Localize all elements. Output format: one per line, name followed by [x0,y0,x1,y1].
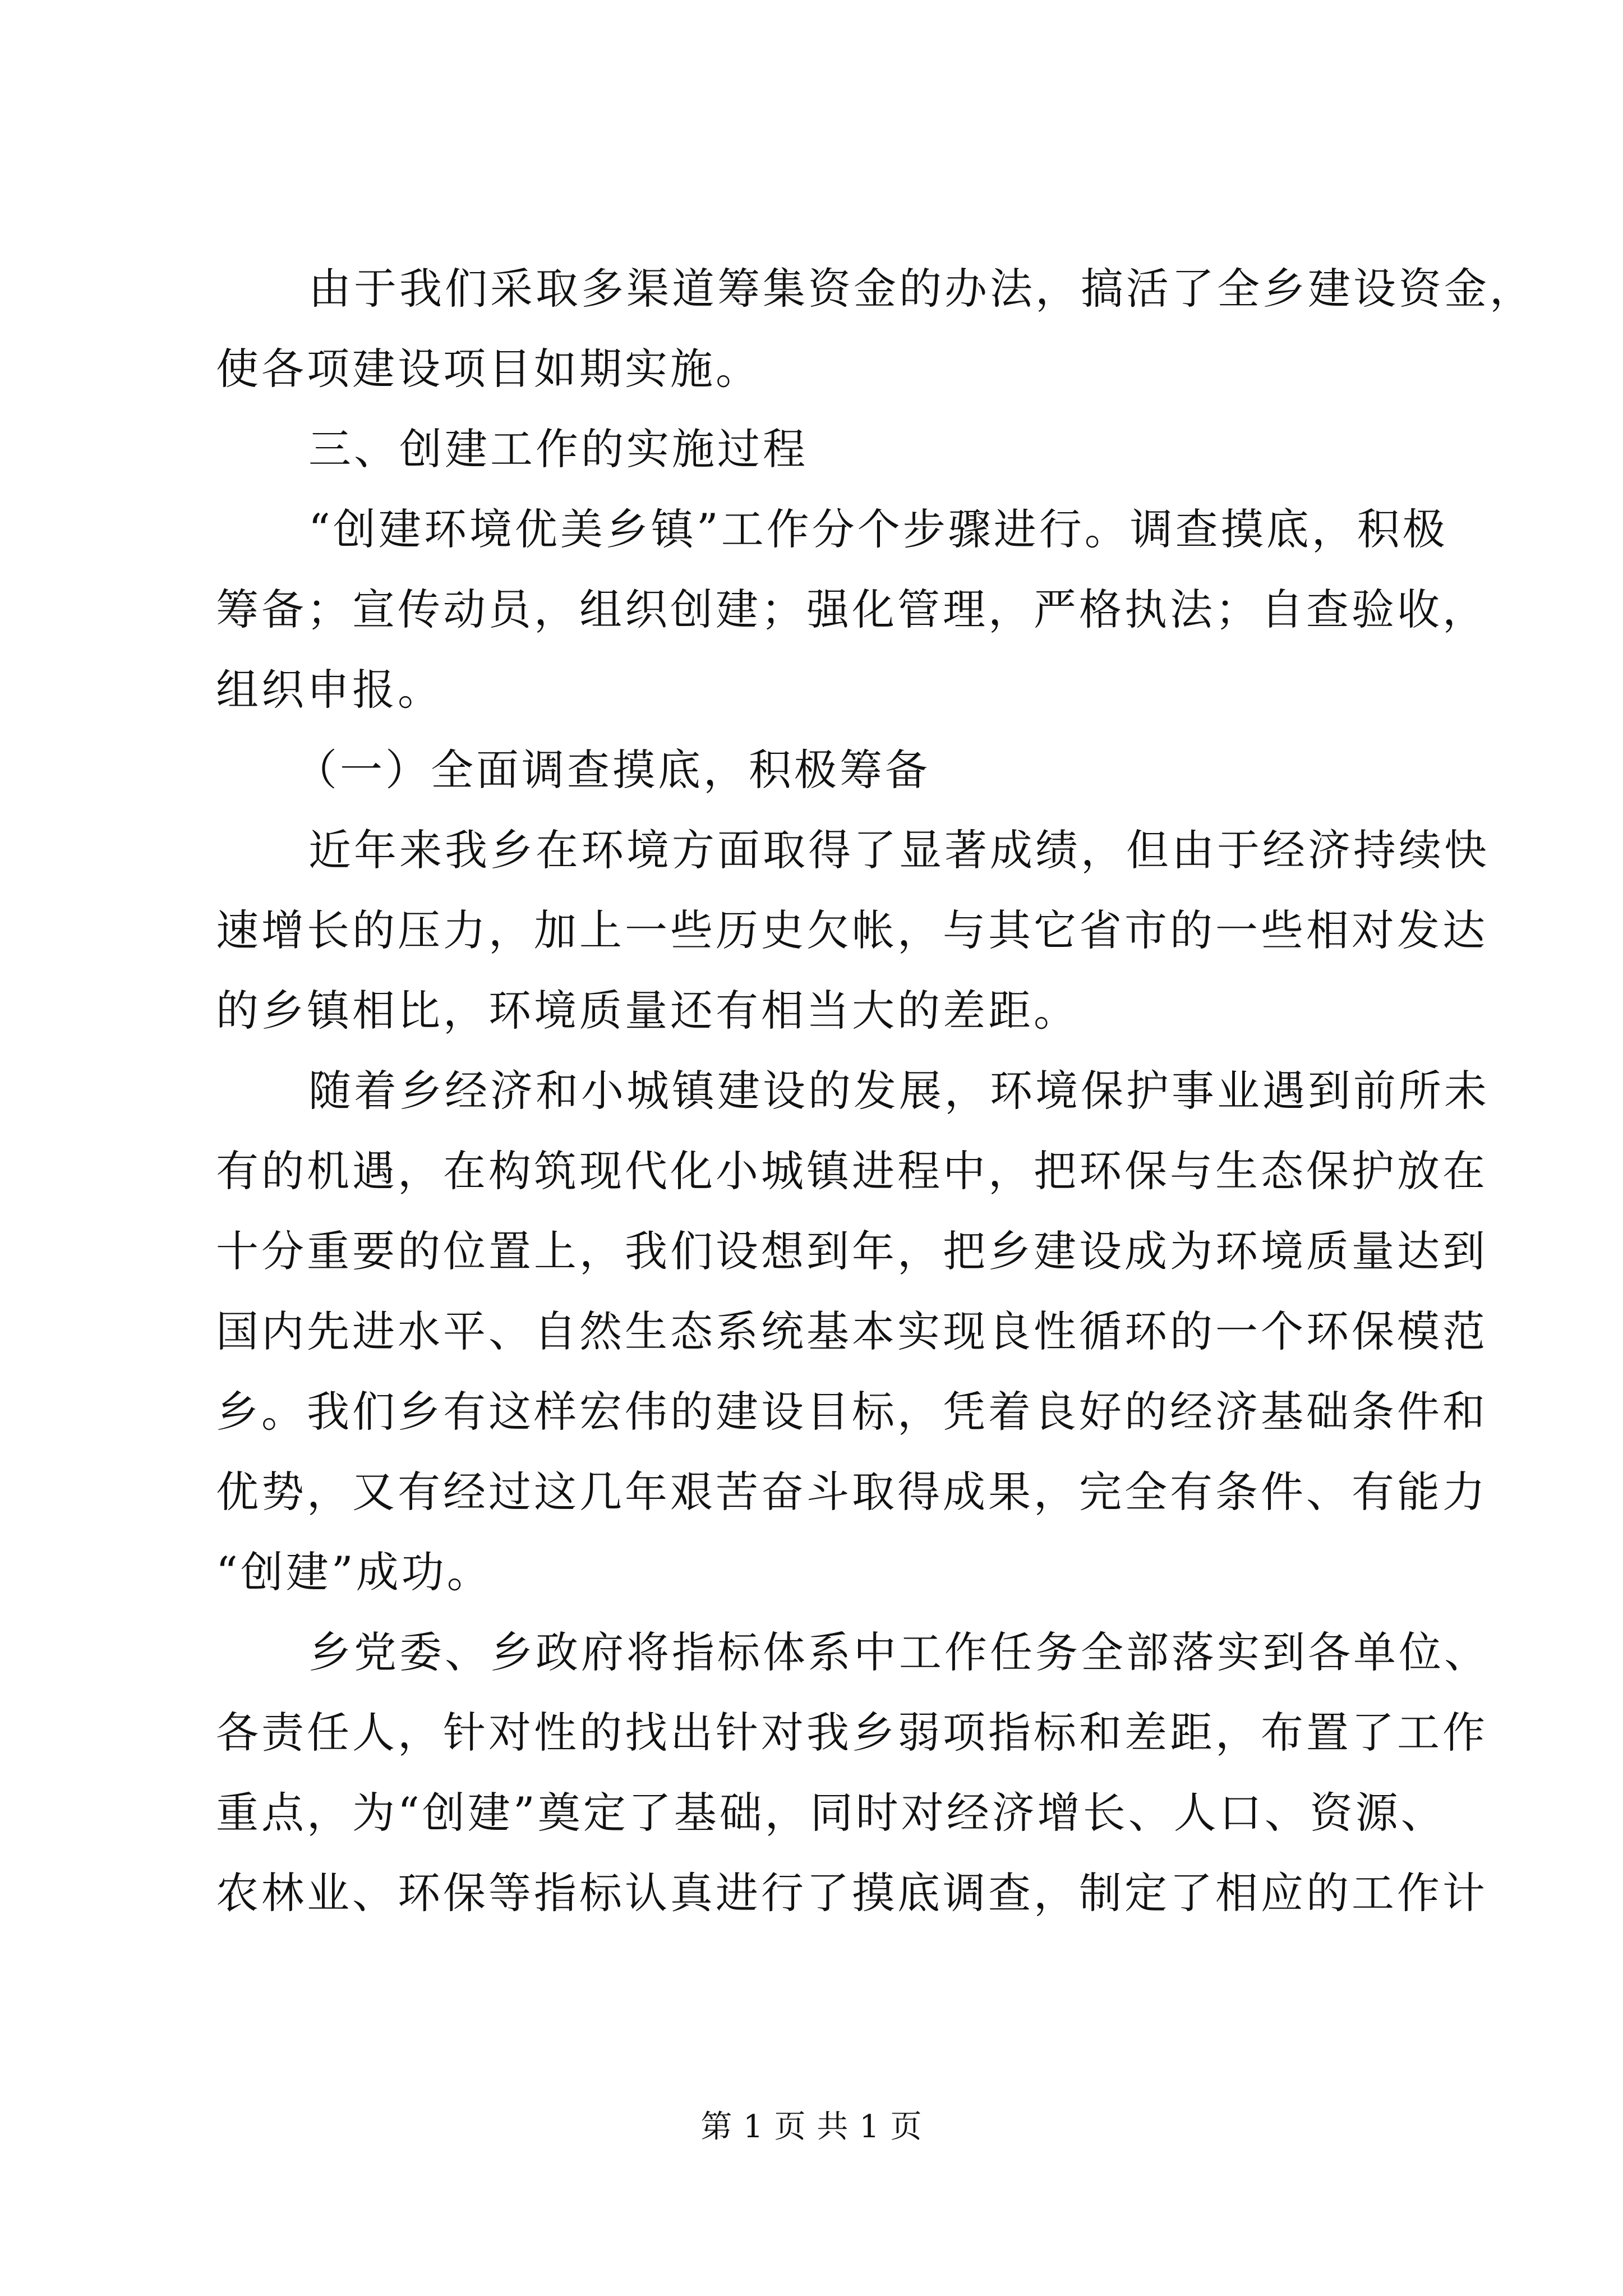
paragraph-line: 各责任人，针对性的找出针对我乡弱项指标和差距，布置了工作 [216,1708,1488,1757]
paragraph-line: 近年来我乡在环境方面取得了显著成绩，但由于经济持续快 [308,825,1490,875]
paragraph-line: 乡。我们乡有这样宏伟的建设目标，凭着良好的经济基础条件和 [216,1387,1488,1437]
paragraph-line: 重点，为“创建”奠定了基础，同时对经济增长、人口、资源、 [216,1788,1446,1838]
paragraph-line: 组织申报。 [216,665,443,715]
paragraph-line: 使各项建设项目如期实施。 [216,344,761,394]
page-footer: 第 1 页 共 1 页 [700,2109,923,2145]
paragraph-line: 优势，又有经过这几年艰苦奋斗取得成果，完全有条件、有能力 [216,1467,1488,1517]
subsection-heading: （一）全面调查摸底，积极筹备 [294,745,930,795]
paragraph-line: 筹备；宣传动员，组织创建；强化管理，严格执法；自查验收， [216,585,1488,634]
paragraph-line: 国内先进水平、自然生态系统基本实现良性循环的一个环保模范 [216,1306,1488,1356]
paragraph-line: 速增长的压力，加上一些历史欠帐，与其它省市的一些相对发达 [216,905,1488,955]
paragraph-line: 由于我们采取多渠道筹集资金的办法，搞活了全乡建设资金， [308,264,1535,314]
paragraph-line: 随着乡经济和小城镇建设的发展，环境保护事业遇到前所未 [308,1066,1490,1116]
section-heading: 三、创建工作的实施过程 [308,424,808,474]
paragraph-line: 有的机遇，在构筑现代化小城镇进程中，把环保与生态保护放在 [216,1146,1488,1196]
paragraph-line: 十分重要的位置上，我们设想到年，把乡建设成为环境质量达到 [216,1226,1488,1276]
paragraph-line: 的乡镇相比，环境质量还有相当大的差距。 [216,986,1079,1036]
paragraph-line: 农林业、环保等指标认真进行了摸底调查，制定了相应的工作计 [216,1868,1488,1918]
paragraph-line: “创建环境优美乡镇”工作分个步骤进行。调查摸底，积极 [308,504,1448,554]
paragraph-line: “创建”成功。 [216,1547,492,1597]
paragraph-line: 乡党委、乡政府将指标体系中工作任务全部落实到各单位、 [308,1627,1490,1677]
